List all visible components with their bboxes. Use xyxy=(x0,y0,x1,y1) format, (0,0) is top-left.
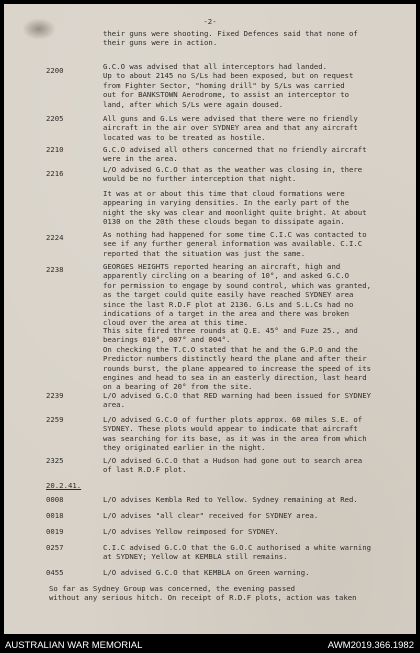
intro-paragraph: their guns were shooting. Fixed Defences said that none of their guns were in action. xyxy=(103,29,358,48)
entry-time: 2224 xyxy=(46,233,64,242)
entry-time: 2259 xyxy=(46,415,64,424)
entry-time: 0018 xyxy=(46,511,64,520)
entry-time: 0019 xyxy=(46,527,64,536)
footer-accession-number: AWM2019.366.1982 xyxy=(327,640,414,651)
entry-time: 2216 xyxy=(46,169,64,178)
entry-time: 2325 xyxy=(46,456,64,465)
entry-text: L/O advised G.C.O that a Hudson had gone out to search area of last R.D.F plot. xyxy=(103,456,363,475)
entry-time: 2210 xyxy=(46,145,64,154)
entry-text: It was at or about this time that cloud formations were appearing in varying densities. In the early part of the night the sky was clear and moonlight quite bright. At about 0130 on the 20th these clouds began to dissipate again. xyxy=(103,189,367,227)
entry-text: L/O advised G.C.O that RED warning had been issued for SYDNEY area. xyxy=(103,391,371,410)
entry-time: 0008 xyxy=(46,495,64,504)
entry-text: L/O advises Yellow reimposed for SYDNEY. xyxy=(103,527,279,536)
entry-time: 2200 xyxy=(46,66,64,75)
entry-time: 2239 xyxy=(46,391,64,400)
document-page xyxy=(4,4,416,634)
page-number: -2- xyxy=(203,17,217,26)
entry-time: 0455 xyxy=(46,568,64,577)
entry-time: 2205 xyxy=(46,114,64,123)
entry-text: G.C.O advised all others concerned that no friendly aircraft were in the area. xyxy=(103,145,367,164)
entry-text: L/O advised G.C.O of further plots approx. 60 miles S.E. of SYDNEY. These plots would appear to indicate that aircraft was searching for its base, as it was in the area from which they originated earlier in the night. xyxy=(103,415,367,453)
entry-text: All guns and G.Ls were advised that there were no friendly aircraft in the air over SYDNEY area and that any aircraft located was to be treated as hostile. xyxy=(103,114,358,142)
entry-text: L/O advised G.C.O that as the weather was closing in, there would be no further interception that night. xyxy=(103,165,363,184)
entry-time: 0257 xyxy=(46,543,64,552)
entry-text: As nothing had happened for some time C.I.C was contacted to see if any further general information was available. C.I.C reported that the situation was just the same. xyxy=(103,230,367,258)
entry-text: This site fired three rounds at Q.E. 45° and Fuze 25., and bearings 010°, 007° and 004°. On checking the T.C.O stated that he and the G.P.O and the Predictor numbers distinctly heard the plane and after their rounds burst, the plane appeared to increase the speed of its engines and head to sea in an easterly direction, last heard on a bearing of 20° from the site. xyxy=(103,326,371,392)
entry-text: GEORGES HEIGHTS reported hearing an aircraft, high and apparently circling on a bearing of 10°, and asked G.C.O for permission to engage by sound control, which was granted, as the target could quite easily have reached SYDNEY area since the last R.D.F plot at 2136. G.Ls and S.L.Cs had no indications of a target in the area and there was broken cloud over the area at this time. xyxy=(103,262,371,328)
date-heading: 20.2.41. xyxy=(46,481,82,490)
entry-text: C.I.C advised G.C.O that the G.O.C authorised a white warning at SYDNEY; Yellow at KEMBLA still remains. xyxy=(103,543,371,562)
entry-text: L/O advises "all clear" received for SYDNEY area. xyxy=(103,511,319,520)
footer-bar xyxy=(0,639,420,653)
entry-time: 2238 xyxy=(46,265,64,274)
entry-text: L/O advises Kembla Red to Yellow. Sydney remaining at Red. xyxy=(103,495,358,504)
entry-text: G.C.O was advised that all interceptors had landed. Up to about 2145 no S/Ls had been exposed, but on request from Fighter Sector, "homing drill" by S/Ls was carried out for BANKSTOWN Aerodrome, to assist an interceptor to land, after which S/Ls were again doused. xyxy=(103,62,354,109)
closing-paragraph: So far as Sydney Group was concerned, the evening passed without any serious hitch. On receipt of R.D.F plots, action was taken xyxy=(49,584,357,603)
footer-institution: AUSTRALIAN WAR MEMORIAL xyxy=(5,640,143,651)
entry-text: L/O advised G.C.O that KEMBLA on Green warning. xyxy=(103,568,310,577)
